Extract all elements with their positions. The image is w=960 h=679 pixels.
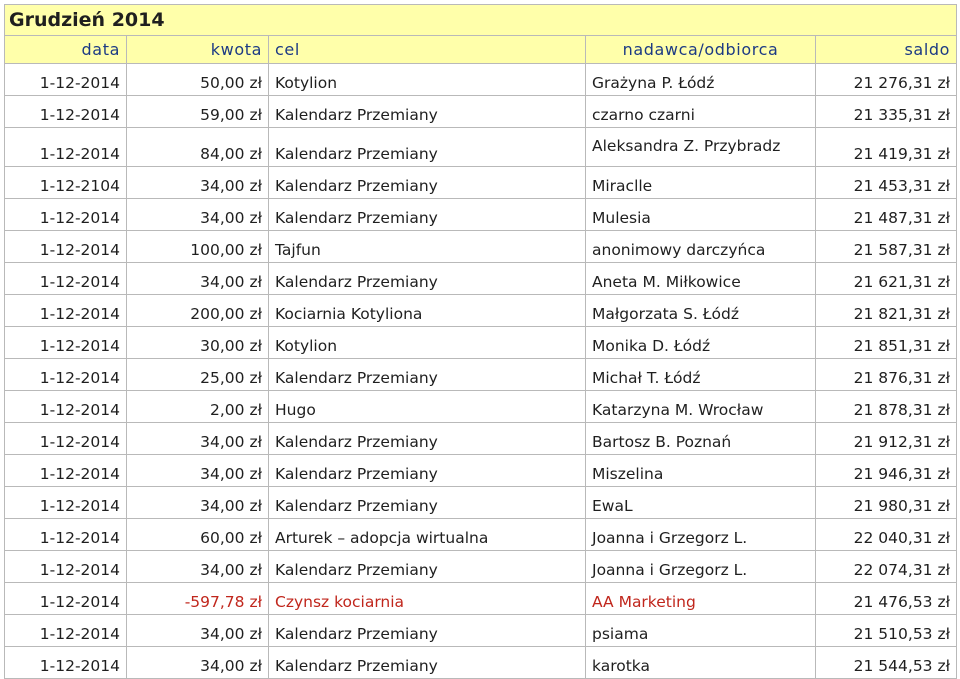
column-header-date: data	[5, 36, 127, 64]
cell-party: czarno czarni	[586, 96, 816, 128]
cell-party: psiama	[586, 615, 816, 647]
table-row	[5, 391, 957, 423]
table-row	[5, 295, 957, 327]
cell-party: Grażyna P. Łódź	[586, 64, 816, 96]
table-body	[5, 64, 957, 679]
cell-purpose: Kalendarz Przemiany	[269, 455, 586, 487]
cell-date: 1-12-2014	[5, 487, 127, 519]
cell-balance: 21 876,31 zł	[816, 359, 957, 391]
cell-purpose: Kalendarz Przemiany	[269, 551, 586, 583]
cell-balance: 21 487,31 zł	[816, 199, 957, 231]
cell-party: Aneta M. Miłkowice	[586, 263, 816, 295]
table-row	[5, 359, 957, 391]
cell-amount: 34,00 zł	[127, 423, 269, 455]
cell-amount: 34,00 zł	[127, 487, 269, 519]
table-row	[5, 199, 957, 231]
cell-purpose: Kalendarz Przemiany	[269, 423, 586, 455]
cell-party: EwaL	[586, 487, 816, 519]
table-row	[5, 551, 957, 583]
cell-balance: 21 335,31 zł	[816, 96, 957, 128]
cell-date: 1-12-2014	[5, 359, 127, 391]
cell-date: 1-12-2014	[5, 64, 127, 96]
cell-date: 1-12-2014	[5, 96, 127, 128]
table-row	[5, 487, 957, 519]
cell-amount: 30,00 zł	[127, 327, 269, 359]
cell-amount: 59,00 zł	[127, 96, 269, 128]
cell-party: Joanna i Grzegorz L.	[586, 519, 816, 551]
cell-amount: 34,00 zł	[127, 647, 269, 679]
cell-balance: 21 946,31 zł	[816, 455, 957, 487]
cell-purpose: Kalendarz Przemiany	[269, 615, 586, 647]
table-row	[5, 231, 957, 263]
cell-purpose: Kociarnia Kotyliona	[269, 295, 586, 327]
cell-purpose: Kalendarz Przemiany	[269, 359, 586, 391]
cell-balance: 21 453,31 zł	[816, 167, 957, 199]
cell-date: 1-12-2014	[5, 519, 127, 551]
table-row	[5, 519, 957, 551]
cell-balance: 21 878,31 zł	[816, 391, 957, 423]
cell-balance: 21 621,31 zł	[816, 263, 957, 295]
cell-balance: 21 544,53 zł	[816, 647, 957, 679]
cell-purpose: Kalendarz Przemiany	[269, 128, 586, 167]
cell-date: 1-12-2014	[5, 583, 127, 615]
cell-purpose: Kalendarz Przemiany	[269, 167, 586, 199]
cell-amount: 60,00 zł	[127, 519, 269, 551]
column-header-party: nadawca/odbiorca	[586, 36, 816, 64]
cell-date: 1-12-2014	[5, 327, 127, 359]
column-header-amount: kwota	[127, 36, 269, 64]
cell-balance: 21 980,31 zł	[816, 487, 957, 519]
cell-date: 1-12-2014	[5, 128, 127, 167]
cell-amount: 34,00 zł	[127, 167, 269, 199]
cell-date: 1-12-2104	[5, 167, 127, 199]
cell-party: anonimowy darczyńca	[586, 231, 816, 263]
cell-purpose: Tajfun	[269, 231, 586, 263]
cell-party: Małgorzata S. Łódź	[586, 295, 816, 327]
page-title: Grudzień 2014	[5, 5, 957, 36]
cell-purpose: Kalendarz Przemiany	[269, 263, 586, 295]
cell-party: Mulesia	[586, 199, 816, 231]
table-row	[5, 583, 957, 615]
cell-party: karotka	[586, 647, 816, 679]
cell-amount: 34,00 zł	[127, 199, 269, 231]
cell-purpose: Arturek – adopcja wirtualna	[269, 519, 586, 551]
cell-amount: -597,78 zł	[127, 583, 269, 615]
cell-party: Katarzyna M. Wrocław	[586, 391, 816, 423]
cell-purpose: Kalendarz Przemiany	[269, 487, 586, 519]
cell-purpose: Hugo	[269, 391, 586, 423]
cell-date: 1-12-2014	[5, 423, 127, 455]
cell-party: Monika D. Łódź	[586, 327, 816, 359]
cell-amount: 50,00 zł	[127, 64, 269, 96]
cell-balance: 21 821,31 zł	[816, 295, 957, 327]
cell-amount: 34,00 zł	[127, 551, 269, 583]
cell-date: 1-12-2014	[5, 391, 127, 423]
cell-amount: 34,00 zł	[127, 455, 269, 487]
cell-purpose: Kotylion	[269, 327, 586, 359]
table-row	[5, 263, 957, 295]
cell-purpose: Kotylion	[269, 64, 586, 96]
cell-date: 1-12-2014	[5, 295, 127, 327]
cell-party: Miraclle	[586, 167, 816, 199]
cell-party: Bartosz B. Poznań	[586, 423, 816, 455]
cell-balance: 21 510,53 zł	[816, 615, 957, 647]
cell-balance: 22 040,31 zł	[816, 519, 957, 551]
cell-purpose: Czynsz kociarnia	[269, 583, 586, 615]
transactions-table	[4, 4, 957, 679]
cell-amount: 2,00 zł	[127, 391, 269, 423]
table-row	[5, 327, 957, 359]
table-row	[5, 615, 957, 647]
cell-balance: 21 276,31 zł	[816, 64, 957, 96]
table-row	[5, 96, 957, 128]
cell-amount: 34,00 zł	[127, 615, 269, 647]
cell-date: 1-12-2014	[5, 615, 127, 647]
table-row	[5, 423, 957, 455]
column-header-balance: saldo	[816, 36, 957, 64]
cell-amount: 200,00 zł	[127, 295, 269, 327]
cell-date: 1-12-2014	[5, 199, 127, 231]
table-row	[5, 647, 957, 679]
cell-party: Joanna i Grzegorz L.	[586, 551, 816, 583]
table-row	[5, 167, 957, 199]
header-row	[5, 36, 957, 64]
cell-balance: 21 851,31 zł	[816, 327, 957, 359]
cell-balance: 21 476,53 zł	[816, 583, 957, 615]
cell-amount: 34,00 zł	[127, 263, 269, 295]
cell-party: AA Marketing	[586, 583, 816, 615]
cell-amount: 25,00 zł	[127, 359, 269, 391]
cell-date: 1-12-2014	[5, 231, 127, 263]
table-row	[5, 64, 957, 96]
column-header-purpose: cel	[269, 36, 586, 64]
cell-balance: 21 587,31 zł	[816, 231, 957, 263]
cell-party: Michał T. Łódź	[586, 359, 816, 391]
cell-date: 1-12-2014	[5, 551, 127, 583]
cell-party: Aleksandra Z. Przybradz	[586, 128, 816, 167]
cell-amount: 100,00 zł	[127, 231, 269, 263]
table-row	[5, 455, 957, 487]
cell-purpose: Kalendarz Przemiany	[269, 96, 586, 128]
cell-date: 1-12-2014	[5, 455, 127, 487]
cell-date: 1-12-2014	[5, 647, 127, 679]
cell-balance: 21 912,31 zł	[816, 423, 957, 455]
title-row	[5, 5, 957, 36]
cell-purpose: Kalendarz Przemiany	[269, 647, 586, 679]
cell-amount: 84,00 zł	[127, 128, 269, 167]
cell-balance: 21 419,31 zł	[816, 128, 957, 167]
cell-date: 1-12-2014	[5, 263, 127, 295]
cell-purpose: Kalendarz Przemiany	[269, 199, 586, 231]
cell-party: Miszelina	[586, 455, 816, 487]
table-row	[5, 128, 957, 167]
cell-balance: 22 074,31 zł	[816, 551, 957, 583]
